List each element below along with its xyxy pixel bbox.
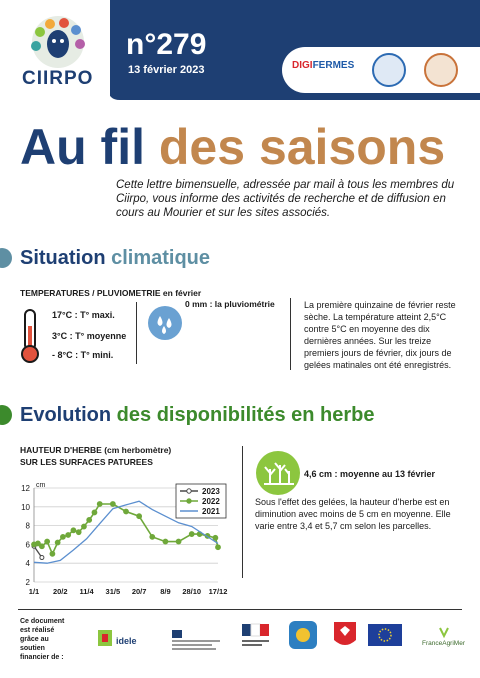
section-heading-herbe: Evolution des disponibilités en herbe bbox=[0, 404, 375, 427]
divider bbox=[290, 298, 291, 370]
nouvelle-aquitaine-logo bbox=[330, 620, 360, 656]
legend-label-2023: 2023 bbox=[202, 487, 220, 496]
x-tick-label: 8/9 bbox=[160, 587, 171, 596]
footer-divider bbox=[18, 609, 462, 610]
x-tick-label: 28/10 bbox=[182, 587, 202, 596]
data-point-2022 bbox=[39, 544, 44, 549]
section-bullet bbox=[0, 248, 12, 268]
data-point-2022 bbox=[61, 534, 66, 539]
grass-height-chart bbox=[8, 478, 230, 604]
issue-date: 13 février 2023 bbox=[128, 64, 205, 76]
divider bbox=[136, 302, 137, 364]
divider bbox=[242, 446, 243, 578]
data-point-2023 bbox=[40, 556, 44, 560]
intro-text: Cette lettre bimensuelle, adressée par mail à tous les membres du Ciirpo, vous informe des activités de recherche et de diffusion en cours au Mourier et sur les sites associés. bbox=[116, 179, 455, 219]
ferme-badge-icon bbox=[424, 53, 458, 87]
legend-marker-2023 bbox=[187, 489, 191, 493]
y-tick-label: 8 bbox=[25, 521, 30, 531]
data-point-2022 bbox=[66, 533, 71, 538]
data-point-2022 bbox=[137, 514, 142, 519]
y-tick-label: 6 bbox=[25, 540, 30, 550]
rain-drops-icon bbox=[148, 306, 182, 340]
data-point-2022 bbox=[71, 528, 76, 533]
data-point-2022 bbox=[163, 539, 168, 544]
union-europeenne-logo bbox=[368, 624, 402, 654]
logo-text: CIIRPO bbox=[22, 68, 94, 89]
digifermes-logo: DIGIFERMES bbox=[292, 60, 355, 71]
x-tick-label: 20/7 bbox=[131, 587, 147, 596]
data-point-2022 bbox=[124, 509, 129, 514]
climate-text: La première quinzaine de février reste sèche. La température atteint 2,5°C contre 5°C en moyenne des dix dernières années. Sur les treize premiers jours de février, dix jours de gelées matinales ont été enregistrés. bbox=[304, 300, 456, 370]
data-point-2022 bbox=[76, 530, 81, 535]
data-point-2022 bbox=[55, 540, 60, 545]
section-heading-climat: Situation climatique bbox=[0, 247, 210, 270]
y-tick-label: 12 bbox=[21, 484, 30, 493]
data-point-2022 bbox=[150, 534, 155, 539]
franceagrimer-logo: FranceAgriMer bbox=[420, 626, 470, 656]
legend-marker-2022 bbox=[187, 499, 191, 503]
y-tick-label: 2 bbox=[25, 578, 30, 587]
grass-icon bbox=[256, 451, 300, 495]
y-axis-label: cm bbox=[36, 482, 46, 489]
republique-francaise-logo bbox=[240, 622, 270, 652]
data-point-2022 bbox=[82, 524, 87, 529]
temp-max: 17°C : T° maxi. bbox=[52, 310, 115, 320]
data-point-2022 bbox=[92, 510, 97, 515]
rainfall-value: 0 mm : la pluviométrie bbox=[185, 299, 275, 309]
data-point-2022 bbox=[213, 535, 218, 540]
y-tick-label: 10 bbox=[21, 502, 30, 512]
y-tick-label: 4 bbox=[25, 559, 30, 569]
data-point-2022 bbox=[50, 551, 55, 556]
data-point-2022 bbox=[176, 539, 181, 544]
newsletter-title: Au fil des saisons bbox=[20, 119, 446, 175]
temp-min: - 8°C : T° mini. bbox=[52, 350, 114, 360]
data-point-2022 bbox=[45, 539, 50, 544]
x-tick-label: 31/5 bbox=[105, 587, 121, 596]
data-point-2022 bbox=[216, 545, 221, 550]
issue-number: n°279 bbox=[126, 28, 207, 61]
data-point-2022 bbox=[110, 502, 115, 507]
data-point-2022 bbox=[97, 502, 102, 507]
data-point-2022 bbox=[189, 532, 194, 537]
grass-highlight: 4,6 cm : moyenne au 13 février bbox=[304, 469, 436, 479]
idele-logo: idele bbox=[96, 626, 144, 652]
data-point-2022 bbox=[87, 518, 92, 523]
ministere-agriculture-logo bbox=[172, 628, 222, 654]
x-tick-label: 11/4 bbox=[79, 587, 94, 596]
funding-text: Ce document est réalisé grâce au soutien financier de : bbox=[20, 618, 65, 661]
x-tick-label: 1/1 bbox=[28, 587, 40, 596]
x-tick-label: 20/2 bbox=[52, 587, 68, 596]
legend-label-2021: 2021 bbox=[202, 507, 220, 516]
temp-avg: 3°C : T° moyenne bbox=[52, 331, 127, 341]
chart-title: HAUTEUR D'HERBE (cm herbomètre) SUR LES SURFACES PATUREES bbox=[20, 445, 172, 467]
legend-label-2022: 2022 bbox=[202, 497, 220, 506]
grass-text: Sous l'effet des gelées, la hauteur d'herbe est en diminution avec moins de 5 cm en moyenne. Elle varie entre 3,4 et 5,7 cm selon les parcelles. bbox=[255, 497, 451, 531]
section-bullet bbox=[0, 405, 12, 425]
centre-val-de-loire-logo bbox=[288, 620, 318, 656]
thermometer-icon bbox=[18, 308, 42, 364]
inosys-badge-icon bbox=[372, 53, 406, 87]
climate-subtitle: TEMPERATURES / PLUVIOMETRIE en février bbox=[20, 288, 202, 298]
x-tick-label: 17/12 bbox=[208, 587, 228, 596]
